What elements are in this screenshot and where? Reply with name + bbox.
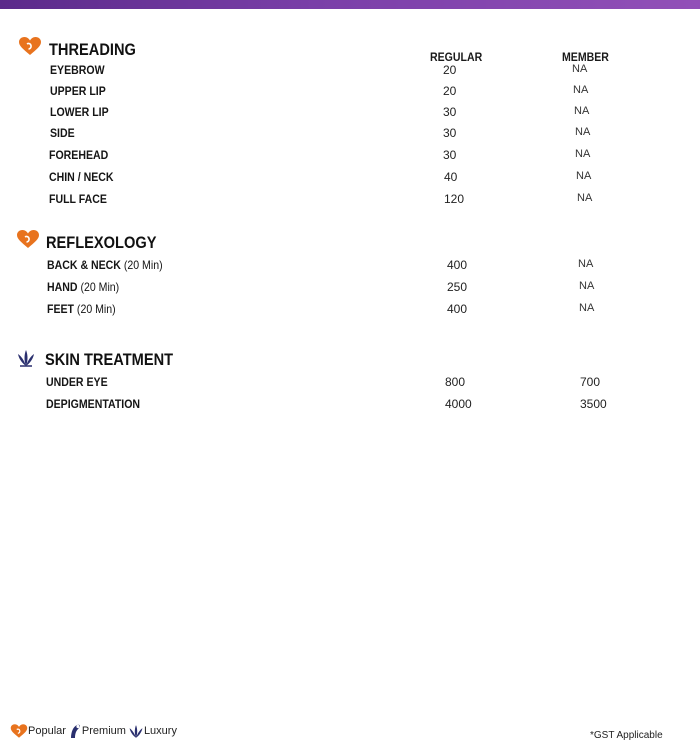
- section-title-skin-treatment: SKIN TREATMENT: [45, 350, 174, 369]
- regular-price: 800: [445, 375, 466, 389]
- regular-price: 4000: [445, 397, 472, 411]
- service-name: UNDER EYE: [46, 375, 108, 389]
- service-row: [0, 192, 700, 212]
- section-title-reflexology: REFLEXOLOGY: [46, 233, 157, 252]
- service-row: [0, 258, 700, 278]
- member-price: 700: [580, 375, 601, 389]
- member-price: NA: [575, 126, 591, 138]
- service-name: DEPIGMENTATION: [46, 397, 141, 411]
- member-price: NA: [574, 105, 590, 117]
- service-row: [0, 375, 700, 395]
- column-header-member: MEMBER: [562, 50, 609, 64]
- regular-price: 30: [443, 105, 457, 119]
- regular-price: 400: [447, 302, 468, 316]
- regular-price: 20: [443, 63, 457, 77]
- service-name: CHIN / NECK: [49, 170, 114, 184]
- service-name: FOREHEAD: [49, 148, 109, 162]
- regular-price: 120: [444, 192, 465, 206]
- heart-hand-icon: [16, 229, 40, 249]
- service-row: [0, 148, 700, 168]
- legend-luxury: Luxury: [143, 725, 177, 737]
- heart-hand-icon: [10, 723, 28, 739]
- lotus-flower-icon: [128, 724, 144, 739]
- regular-price: 30: [443, 148, 457, 162]
- gst-note: *GST Applicable: [590, 730, 663, 741]
- lotus-flower-icon: [16, 349, 36, 367]
- service-row: [0, 170, 700, 190]
- service-name: FEET (20 Min): [47, 302, 116, 316]
- service-name: HAND (20 Min): [47, 280, 120, 294]
- regular-price: 250: [447, 280, 468, 294]
- member-price: NA: [577, 192, 593, 204]
- service-name: SIDE: [50, 126, 75, 140]
- service-row: [0, 302, 700, 322]
- service-row: [0, 84, 700, 104]
- service-name: BACK & NECK (20 Min): [47, 258, 163, 272]
- service-name: EYEBROW: [50, 63, 105, 77]
- legend-premium: Premium: [81, 725, 126, 737]
- member-price: NA: [575, 148, 591, 160]
- column-header-regular: REGULAR: [430, 50, 483, 64]
- peacock-feather-icon: [68, 723, 82, 739]
- service-row: [0, 63, 700, 83]
- member-price: NA: [572, 63, 588, 75]
- service-row: [0, 397, 700, 417]
- tier-legend: [10, 723, 179, 739]
- service-name: UPPER LIP: [50, 84, 106, 98]
- regular-price: 30: [443, 126, 457, 140]
- member-price: NA: [576, 170, 592, 182]
- service-name: LOWER LIP: [50, 105, 109, 119]
- regular-price: 40: [444, 170, 458, 184]
- member-price: NA: [573, 84, 589, 96]
- legend-popular: Popular: [28, 725, 66, 737]
- service-row: [0, 126, 700, 146]
- service-name: FULL FACE: [49, 192, 107, 206]
- regular-price: 400: [447, 258, 468, 272]
- service-row: [0, 105, 700, 125]
- regular-price: 20: [443, 84, 457, 98]
- top-accent-bar: [0, 0, 700, 9]
- section-title-threading: THREADING: [49, 40, 136, 59]
- service-row: [0, 280, 700, 300]
- member-price: NA: [579, 302, 595, 314]
- member-price: NA: [579, 280, 595, 292]
- member-price: NA: [578, 258, 594, 270]
- heart-hand-icon: [18, 36, 42, 56]
- member-price: 3500: [580, 397, 607, 411]
